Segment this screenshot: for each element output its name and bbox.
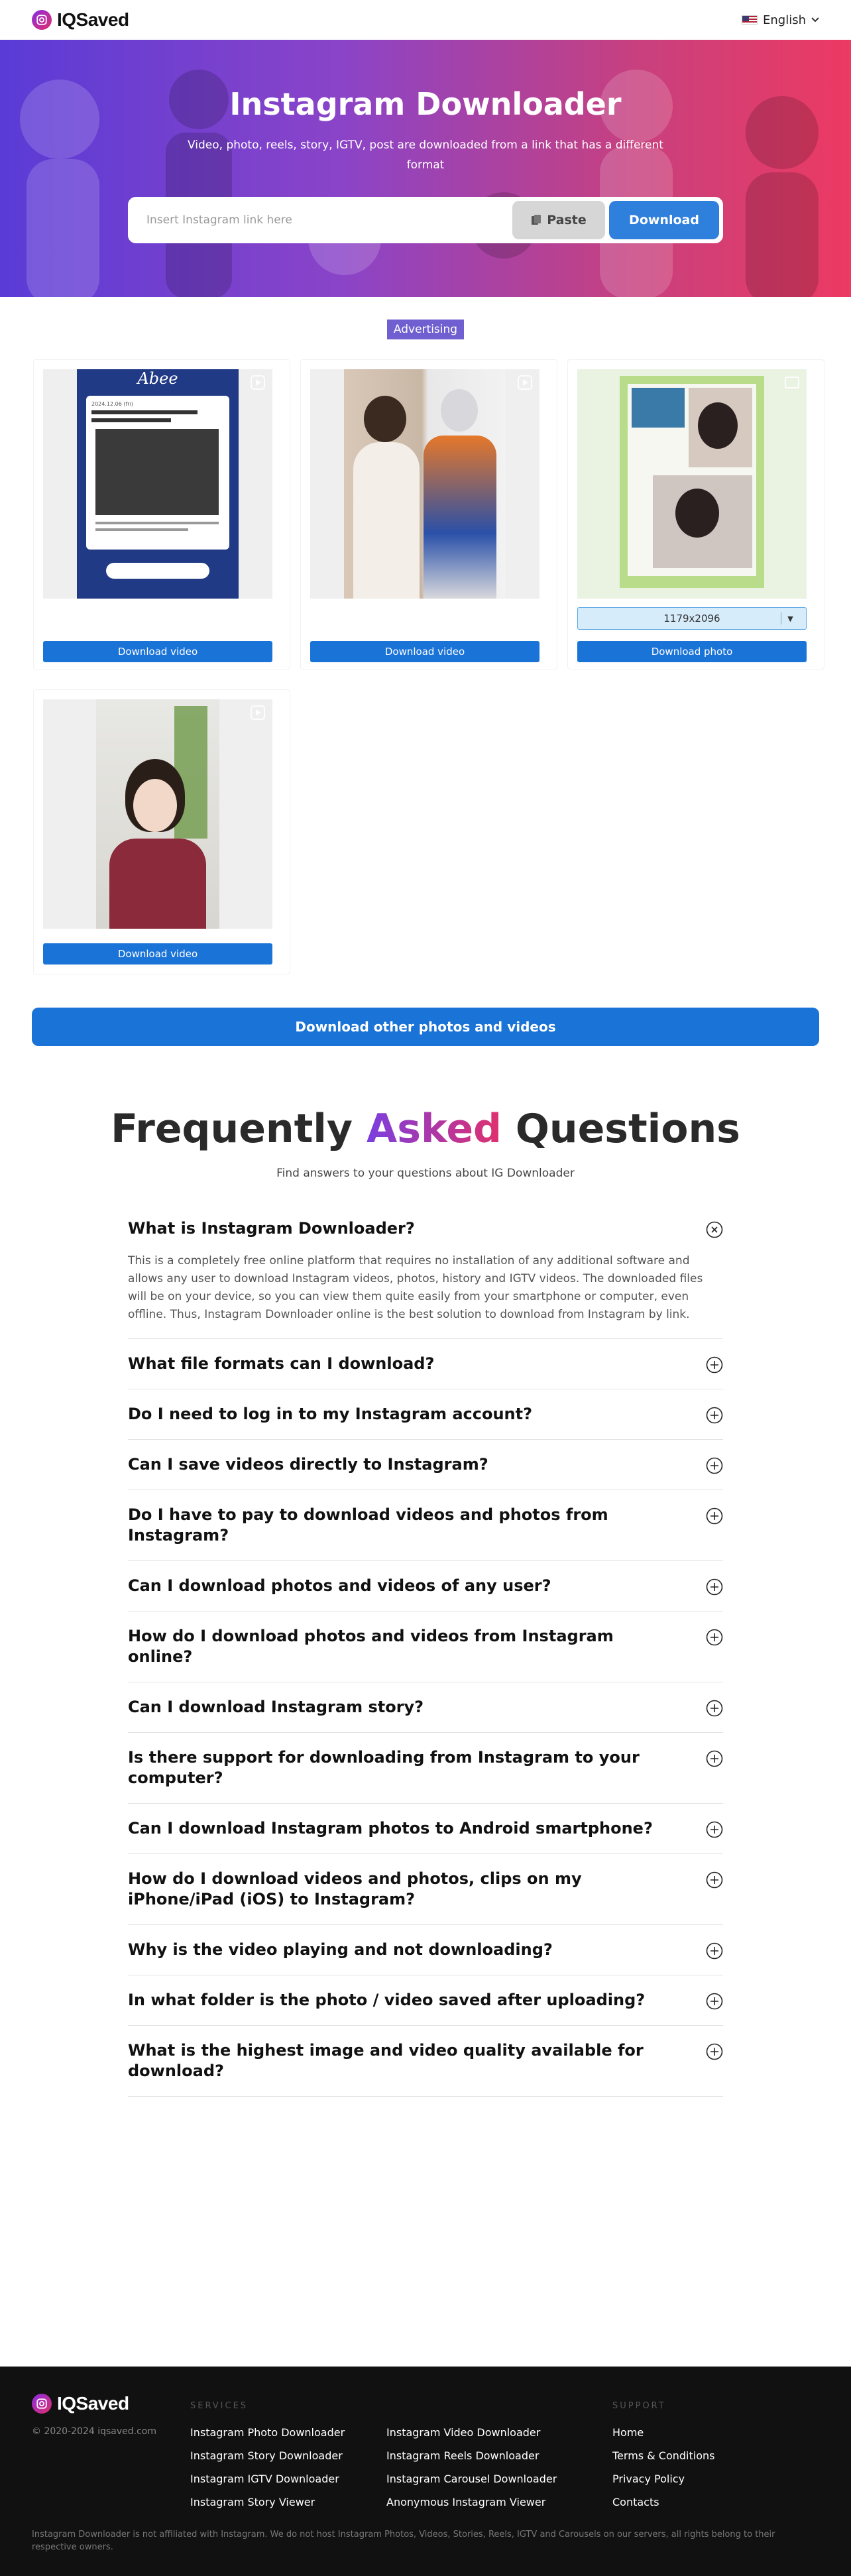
video-badge-icon (517, 375, 533, 390)
services-column-1 (190, 2421, 345, 2514)
footer-link[interactable]: Home (612, 2426, 644, 2439)
footer-link[interactable]: Terms & Conditions (612, 2449, 715, 2462)
faq-question: Do I have to pay to download videos and photos from Instagram? (128, 1505, 608, 1545)
footer-brand-name: IQSaved (57, 2393, 129, 2414)
expand-icon[interactable] (706, 1629, 723, 1646)
expand-icon[interactable] (706, 1578, 723, 1596)
media-image (620, 376, 764, 588)
download-photo-button[interactable]: Download photo (577, 641, 807, 662)
faq-item[interactable] (128, 1925, 723, 1975)
media-thumbnail[interactable] (310, 369, 539, 599)
expand-icon[interactable] (706, 1750, 723, 1767)
faq-item[interactable] (128, 2026, 723, 2097)
brand-logo[interactable] (32, 9, 129, 30)
brand-name: IQSaved (57, 9, 129, 30)
faq-item[interactable] (128, 1611, 723, 1682)
footer-link[interactable]: Instagram Photo Downloader (190, 2426, 345, 2439)
instagram-logo-icon (32, 10, 52, 30)
search-bar (128, 197, 723, 243)
faq-title-part2: Asked (366, 1106, 502, 1152)
collapse-icon[interactable] (706, 1221, 723, 1238)
download-video-button[interactable]: Download video (43, 641, 272, 662)
expand-icon[interactable] (706, 1942, 723, 1960)
thumb-date-text: 2024.12.06 (fri) (91, 401, 133, 407)
faq-item[interactable] (128, 1682, 723, 1733)
media-thumbnail[interactable] (43, 369, 272, 599)
download-other-button[interactable]: Download other photos and videos (32, 1008, 819, 1046)
media-thumbnail[interactable] (577, 369, 807, 599)
faq-question: What is Instagram Downloader? (128, 1219, 415, 1238)
media-card (300, 359, 557, 670)
site-header (0, 0, 851, 40)
media-thumbnail[interactable] (43, 699, 272, 929)
instagram-logo-icon (32, 2394, 52, 2414)
download-video-button[interactable]: Download video (43, 943, 272, 965)
support-column (612, 2421, 714, 2514)
language-label: English (763, 13, 806, 27)
faq-title-part1: Frequently (111, 1106, 353, 1152)
footer-link[interactable]: Privacy Policy (612, 2473, 685, 2485)
footer-logo[interactable] (32, 2393, 129, 2414)
thumb-post-frame (86, 396, 229, 550)
expand-icon[interactable] (706, 1407, 723, 1424)
advertising-label: Advertising (387, 320, 464, 339)
faq-item[interactable] (128, 1804, 723, 1854)
media-image (96, 699, 219, 929)
footer-link[interactable]: Instagram Video Downloader (386, 2426, 541, 2439)
expand-icon[interactable] (706, 1507, 723, 1525)
faq-question: Do I need to log in to my Instagram account? (128, 1405, 533, 1423)
clipboard-icon (531, 214, 541, 226)
faq-question: Can I save videos directly to Instagram? (128, 1455, 488, 1474)
faq-answer: This is a completely free online platform that requires no installation of any additional software and allows any user to download Instagram videos, photos, history and IGTV videos. The downloaded files will be on your device, so you can view them quite easily from your smartphone or computer, even offline. Thus, Instagram Downloader online is the best solution to download from Instagram by link. (128, 1254, 703, 1321)
footer-link[interactable]: Instagram IGTV Downloader (190, 2473, 339, 2485)
download-video-button[interactable]: Download video (310, 641, 539, 662)
footer-link[interactable]: Instagram Carousel Downloader (386, 2473, 557, 2485)
faq-item[interactable] (128, 1561, 723, 1611)
faq-question: How do I download photos and videos from Instagram online? (128, 1627, 614, 1666)
faq-item[interactable] (128, 1490, 723, 1561)
faq-question: Can I download Instagram story? (128, 1698, 424, 1716)
hero-subtitle: Video, photo, reels, story, IGTV, post are downloaded from a link that has a different format (188, 139, 663, 172)
faq-question: What is the highest image and video quality available for download? (128, 2041, 644, 2080)
media-image (77, 369, 239, 599)
paste-button[interactable] (512, 201, 605, 239)
expand-icon[interactable] (706, 1457, 723, 1474)
footer-disclaimer: Instagram Downloader is not affiliated with Instagram. We do not host Instagram Photos, Videos, Stories, Reels, IGTV and Carousels on our servers, all rights belong to their respective owners. (32, 2530, 775, 2552)
site-footer (0, 2367, 851, 2576)
faq-item[interactable] (128, 1975, 723, 2026)
media-image (344, 369, 506, 599)
faq-item[interactable] (128, 1339, 723, 1389)
faq-question: Why is the video playing and not downloading? (128, 1940, 553, 1959)
video-badge-icon (250, 705, 266, 721)
expand-icon[interactable] (706, 1356, 723, 1374)
expand-icon[interactable] (706, 1700, 723, 1717)
faq-list (128, 1204, 723, 2097)
hero-section (0, 40, 851, 297)
faq-title-part3: Questions (515, 1106, 740, 1152)
services-heading: SERVICES (190, 2401, 249, 2411)
resolution-value: 1179x2096 (663, 613, 720, 624)
faq-question: Can I download photos and videos of any user? (128, 1576, 551, 1595)
footer-link[interactable]: Anonymous Instagram Viewer (386, 2496, 546, 2508)
faq-question: What file formats can I download? (128, 1354, 435, 1373)
faq-question: In what folder is the photo / video saved after uploading? (128, 1991, 646, 2009)
resolution-select[interactable] (577, 607, 807, 630)
faq-item[interactable] (128, 1440, 723, 1490)
media-card (33, 359, 290, 670)
hero-title: Instagram Downloader (229, 86, 622, 122)
chevron-down-icon (811, 17, 819, 23)
faq-item[interactable] (128, 1204, 723, 1339)
copyright: © 2020-2024 iqsaved.com (32, 2426, 156, 2437)
download-button[interactable]: Download (609, 201, 719, 239)
faq-item[interactable] (128, 1389, 723, 1440)
media-card (567, 359, 824, 670)
expand-icon[interactable] (706, 2043, 723, 2060)
expand-icon[interactable] (706, 1871, 723, 1889)
faq-question: How do I download videos and photos, clips on my iPhone/iPad (iOS) to Instagram? (128, 1869, 582, 1908)
dropdown-arrow-icon: ▼ (781, 613, 799, 624)
services-column-2 (386, 2421, 557, 2514)
faq-subtitle: Find answers to your questions about IG Downloader (276, 1167, 575, 1180)
faq-item[interactable] (128, 1854, 723, 1925)
footer-link[interactable]: Instagram Story Downloader (190, 2449, 343, 2462)
faq-item[interactable] (128, 1733, 723, 1804)
video-badge-icon (250, 375, 266, 390)
faq-title (0, 1106, 851, 1152)
faq-question: Can I download Instagram photos to Android smartphone? (128, 1819, 653, 1838)
support-heading: SUPPORT (612, 2401, 666, 2411)
footer-link[interactable]: Instagram Story Viewer (190, 2496, 315, 2508)
media-card (33, 689, 290, 974)
footer-link[interactable]: Contacts (612, 2496, 659, 2508)
thumb-brand-text: Abee (137, 369, 178, 388)
expand-icon[interactable] (706, 1821, 723, 1838)
language-selector[interactable] (742, 13, 819, 27)
expand-icon[interactable] (706, 1993, 723, 2010)
instagram-link-input[interactable] (146, 213, 512, 227)
us-flag-icon (742, 15, 758, 25)
footer-link[interactable]: Instagram Reels Downloader (386, 2449, 539, 2462)
image-badge-icon (784, 375, 800, 390)
faq-question: Is there support for downloading from Instagram to your computer? (128, 1748, 640, 1787)
paste-label: Paste (547, 213, 587, 227)
